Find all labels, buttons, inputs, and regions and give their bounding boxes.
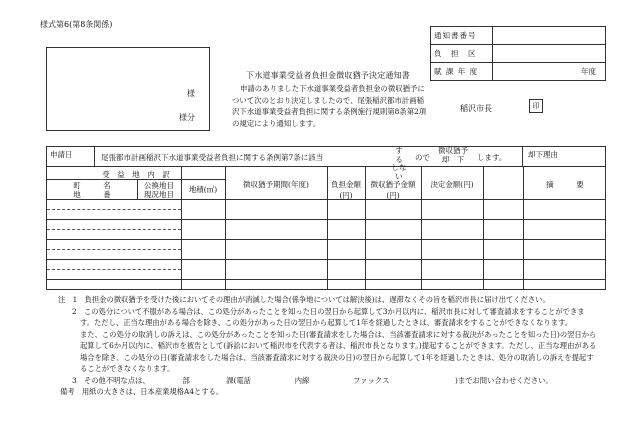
application-text: 尾張都市計画稲沢下水道事業受益者負担に関する条例第7条に該当 [101,153,324,162]
form-number: 様式第6(第8条関係) [40,20,113,29]
levy-year-label: 賦 課 年 度 [431,63,493,81]
choice-suru: す る [395,146,411,164]
row-divider [47,249,181,250]
levy-year-value: 年度 [493,63,606,81]
decision-choice [433,147,473,164]
area-header: 地積(㎡) [188,185,218,194]
address-box [46,47,210,131]
address-sama-bun: 様分 [179,113,195,122]
row-divider [47,269,181,270]
current-land-type-header: 現況地目 [144,190,174,199]
burden-amount-header: 負担金額(円) [331,180,361,200]
row-divider [47,239,605,240]
note-2: 2 この処分について不服がある場合は、この処分があったことを知った日の翌日から起算して3か月以内に、稲沢市長に対して審査請求をすることができます。ただし、正当な理由がある場合を除き、この処分があった日の翌日から起算して1年を経過したときは、審査請求をすることができなくなります。 [72,306,585,327]
land-breakdown-header: 受 益 地 内 訳 [102,170,170,179]
grace-amount-header: 徴収猶予金額(円) [370,180,416,200]
row-divider [47,219,605,220]
row-divider [47,229,181,230]
node-text: ので [415,153,430,162]
machi-header: 町 名 [73,181,111,190]
mayor-name: 稲沢市長 [460,104,492,113]
note-3: 3 その他不明な点は、 部 課(電話 内線 ファックス )までお問い合わせください。 [72,375,553,385]
rejection-reason-label: 却下理由 [528,150,558,159]
remarks-note: 備考 用紙の大きさは、日本産業規格A4とする。 [60,387,224,396]
remarks-header: 摘 要 [546,180,584,189]
shimasu-text: します。 [477,153,507,162]
document-title: 下水道事業受益者負担金徴収猶予決定通知書 [246,71,410,80]
choice-choshu-yuyo: 徴収猶予 [438,146,468,155]
choice-kyakka: 却 下 [441,154,465,164]
choice-shinai: しない [391,163,407,181]
decision-amount-header: 決定金額(円) [430,180,474,189]
row-divider [47,279,605,280]
chiban-header: 地 番 [73,190,111,199]
public-land-type-header: 公換地目 [144,181,174,190]
col-divider [483,167,484,289]
burden-district-label: 負 担 区 [431,45,493,63]
table-row [431,45,606,63]
row-divider [47,209,181,210]
row-divider [47,259,605,260]
notes-section [58,294,598,398]
address-sama: 様 [187,89,195,98]
table-row [431,63,606,81]
burden-district-value [493,45,606,63]
document-body: 申請のありました下水道事業受益者負担金の徴収猶予について次のとおり決定しましたので、尾張稲沢都市計画稲沢下水道事業受益者負担に関する条例施行規則第8条第2項の規定により通知します。 [232,84,427,128]
application-date-label: 申請日 [47,147,95,166]
notice-number-label: 通知書番号 [431,27,493,45]
notice-number-value [493,27,606,45]
note-1: 注 1 負担金の徴収猶予を受けた後においてその理由が消滅した場合(係争地については解決後)は、遅滞なくその旨を稲沢市長に届け出てください。 [58,295,550,304]
notice-info-table [430,26,606,81]
seal-mark: 印 [529,99,543,113]
note-2-continued: また、この処分の取消しの訴えは、この処分があったことを知った日(審査請求をした場合は、当該審査請求に対する裁決があったことを知った日)の翌日から起算して6か月以内に、稲沢市を被告として(訴訟において稲沢市を代表する者は、稲沢市長となります。)提起することができます。ただし、正当な理由がある場合を除き、この処分の日(審査請求をした場合は、当該審査請求に対する裁決の日)の翌日から起算して1年を経過したときは、処分の取消しの訴えを提起することができなくなります。 [80,329,597,373]
table-row [431,27,606,45]
grace-period-header: 徴収猶予期間(年度) [243,180,309,189]
land-detail-table [46,167,606,290]
